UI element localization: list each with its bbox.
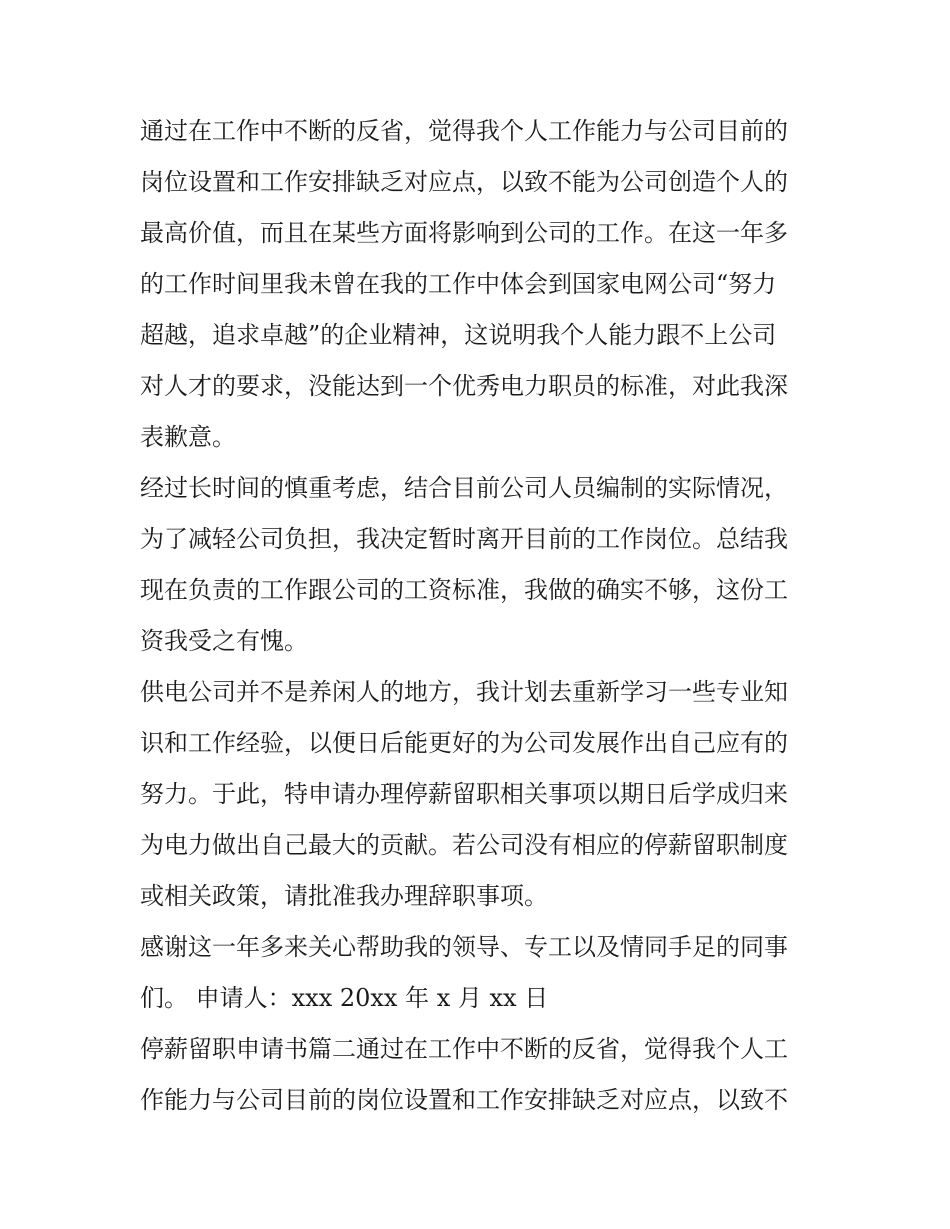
paragraph-3: 供电公司并不是养闲人的地方，我计划去重新学习一些专业知 识和工作经验，以便日后能更好的为公司发展作出自己应有的 努力。于此，特申请办理停薪留职相关事项以期日后学成归来 为电力做出自己最大的贡献。若公司没有相应的停薪留职制度 或相关政策，请批准我办理辞职事项。 — [140, 678, 788, 910]
paragraph-1: 通过在工作中不断的反省，觉得我个人工作能力与公司目前的 岗位设置和工作安排缺乏对应点，以致不能为公司创造个人的 最高价值，而且在某些方面将影响到公司的工作。在这一年多 的工作时间里我未曾在我的工作中体会到国家电网公司“努力 超越，追求卓越”的企业精神，这说明我个人能力跟不上公司 对人才的要求，没能达到一个优秀电力职员的标准，对此我深 表歉意。 — [140, 117, 788, 451]
paragraph-2: 经过长时间的慎重考虑，结合目前公司人员编制的实际情况， 为了减轻公司负担，我决定暂时离开目前的工作岗位。总结我 现在负责的工作跟公司的工资标准，我做的确实不够，这份工 资我受之有愧。 — [140, 474, 788, 655]
document-body — [140, 106, 820, 1126]
paragraph-5: 停薪留职申请书篇二通过在工作中不断的反省，觉得我个人工 作能力与公司目前的岗位设置和工作安排缺乏对应点，以致不 — [140, 1035, 788, 1114]
paragraph-4: 感谢这一年多来关心帮助我的领导、专工以及情同手足的同事 们。 申请人：xxx 20xx 年 x 月 xx 日 — [140, 933, 788, 1012]
